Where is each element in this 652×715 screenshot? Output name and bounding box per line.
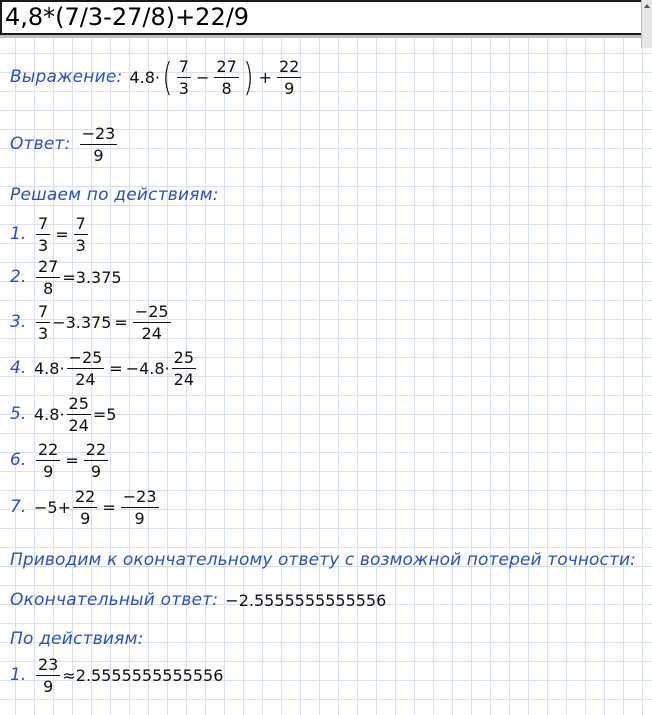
step-result: 5 <box>106 404 117 424</box>
step-row <box>10 212 90 256</box>
expression-dot: · <box>154 67 160 87</box>
fraction <box>36 214 50 255</box>
numerator: −25 <box>68 347 103 367</box>
expression-input[interactable]: 4,8*(7/3-27/8)+22/9 <box>0 0 646 35</box>
fraction <box>177 57 191 98</box>
numerator: 25 <box>68 393 89 413</box>
numerator: −23 <box>122 486 157 506</box>
answer-row <box>10 122 119 166</box>
step-result: 3.375 <box>75 267 122 287</box>
fraction <box>74 214 88 255</box>
step-number: 4. <box>10 358 27 378</box>
numerator: 22 <box>75 486 96 506</box>
equals-sign: = <box>62 267 76 287</box>
fraction <box>67 348 105 389</box>
denominator: 9 <box>93 145 104 165</box>
minus-sign: − <box>195 67 210 87</box>
right-paren: ) <box>242 55 254 99</box>
numerator: 7 <box>178 56 189 76</box>
scrollbar-up-arrow-icon[interactable] <box>641 0 652 48</box>
denominator: 3 <box>38 323 49 343</box>
denominator: 9 <box>90 461 102 481</box>
step-number: 1. <box>10 665 27 685</box>
step-number: 6. <box>10 450 27 470</box>
denominator: 24 <box>75 369 96 389</box>
steps-heading: Решаем по действиям: <box>10 185 219 205</box>
final-answer-label: Окончательный ответ: <box>10 590 219 610</box>
step-row <box>10 346 198 390</box>
step-term: 4.8· <box>34 404 65 424</box>
step-number: 1. <box>10 224 27 244</box>
step-term: 4.8· <box>34 358 65 378</box>
numerator: 7 <box>38 213 49 233</box>
denominator: 9 <box>80 508 91 528</box>
denominator: 24 <box>141 323 162 343</box>
fraction <box>133 302 171 343</box>
fraction <box>36 302 50 343</box>
by-actions-heading-row <box>10 628 144 650</box>
equals-sign: = <box>102 497 116 517</box>
numerator: 27 <box>38 256 59 276</box>
step-number: 5. <box>10 404 27 424</box>
numerator: 7 <box>75 213 86 233</box>
approx-value: 2.5555555555556 <box>75 665 224 685</box>
denominator: 9 <box>43 461 54 481</box>
step-row <box>10 485 161 529</box>
equals-sign: = <box>65 450 79 470</box>
step-term: −5+ <box>34 497 71 517</box>
answer-fraction <box>80 124 118 165</box>
fraction <box>84 440 108 481</box>
step-term: −3.375 <box>52 312 112 332</box>
denominator: 24 <box>68 415 89 435</box>
numerator: 22 <box>38 439 59 459</box>
fraction <box>36 440 60 481</box>
left-paren: ( <box>162 55 173 99</box>
step-row <box>10 300 173 344</box>
numerator: 25 <box>173 347 194 367</box>
equals-sign: = <box>55 224 69 244</box>
denominator: 3 <box>178 78 189 98</box>
step-row <box>10 438 110 482</box>
denominator: 24 <box>173 369 194 389</box>
step-term: −4.8· <box>125 358 170 378</box>
approx-step-row <box>10 653 223 697</box>
fraction <box>172 348 196 389</box>
denominator: 8 <box>43 278 54 298</box>
answer-label: Ответ: <box>10 134 71 154</box>
denominator: 8 <box>221 78 232 98</box>
denominator: 9 <box>43 676 54 696</box>
final-answer-row <box>10 589 386 611</box>
numerator: 23 <box>38 654 59 674</box>
step-number: 3. <box>10 312 27 332</box>
numerator: −25 <box>134 301 169 321</box>
plus-sign: + <box>258 67 272 87</box>
step-row <box>10 255 122 299</box>
expression-label: Выражение: <box>10 67 123 87</box>
fraction <box>36 257 60 298</box>
horizontal-scrollbar[interactable] <box>0 35 642 38</box>
fraction <box>36 655 60 696</box>
numerator: 7 <box>38 301 49 321</box>
steps-heading-row <box>10 184 219 206</box>
denominator: 9 <box>284 78 295 98</box>
final-answer-value: −2.5555555555556 <box>225 590 387 610</box>
numerator: 27 <box>216 56 237 76</box>
expression-row <box>10 52 303 102</box>
denominator: 3 <box>38 235 49 255</box>
by-actions-heading: По действиям: <box>10 629 144 649</box>
fraction <box>277 57 301 98</box>
step-number: 2. <box>10 267 27 287</box>
approx-heading: Приводим к окончательному ответу с возможной потерей точности: <box>10 550 636 570</box>
denominator: 3 <box>75 235 86 255</box>
approx-heading-row <box>10 549 636 571</box>
fraction <box>67 394 91 435</box>
expression-coef: 4.8 <box>129 67 155 87</box>
equals-sign: = <box>92 404 107 424</box>
fraction <box>121 487 159 528</box>
numerator: 22 <box>85 439 107 459</box>
denominator: 9 <box>134 508 145 528</box>
fraction <box>214 57 238 98</box>
step-number: 7. <box>10 497 27 517</box>
fraction <box>73 487 97 528</box>
approx-sign: ≈ <box>62 665 76 685</box>
step-row <box>10 392 116 436</box>
equals-sign: = <box>109 358 123 378</box>
numerator: 22 <box>278 56 300 76</box>
equals-sign: = <box>114 312 128 332</box>
numerator: −23 <box>81 123 116 143</box>
